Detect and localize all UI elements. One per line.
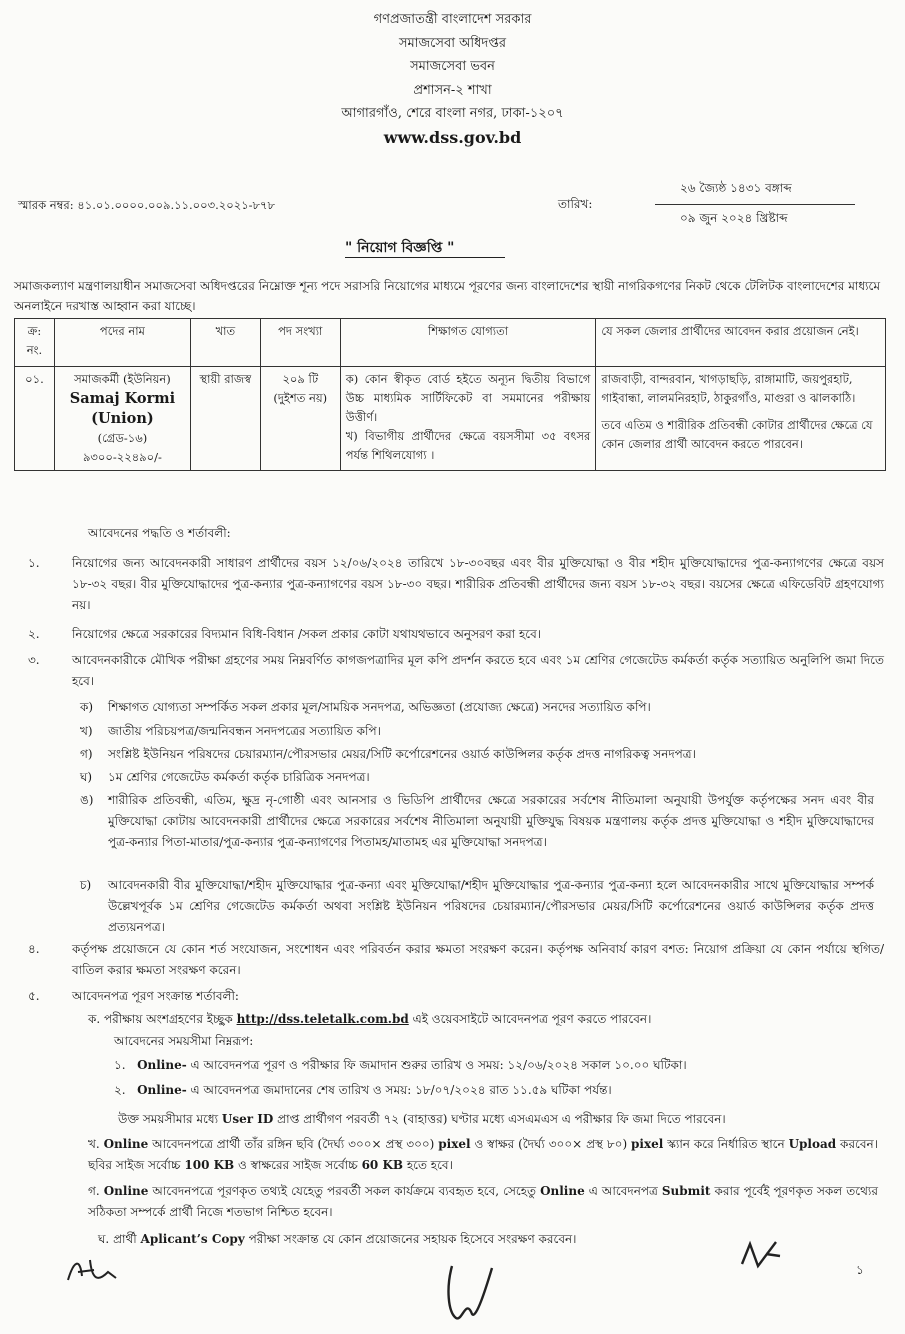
cell-category: স্থায়ী রাজস্ব <box>190 367 260 471</box>
date-label: তারিখ: <box>558 197 593 211</box>
pay-scale: ৯৩০০-২২৪৯০/- <box>82 450 162 464</box>
teletalk-link[interactable]: http://dss.teletalk.com.bd <box>236 1012 409 1026</box>
sub-text: Aplicant’s Copy <box>140 1232 245 1246</box>
header-excluded-districts: যে সকল জেলার প্রার্থীদের আবেদন করার প্রয়োজন নেই। <box>596 319 886 367</box>
sub-text: করবেন। ছবির সাইজ সর্বোচ্চ <box>88 1137 878 1172</box>
sub-text: User ID <box>221 1112 274 1126</box>
term-number: ১. <box>28 556 40 570</box>
cell-post-name <box>54 367 190 471</box>
department-name: সমাজসেবা অধিদপ্তর <box>398 35 507 51</box>
sub-marker: গ. <box>88 1184 100 1198</box>
district-list: রাজবাড়ী, বান্দরবান, খাগড়াছড়ি, রাঙ্গামাটি, জয়পুরহাট, গাইবান্ধা, লালমনিরহাট, ঠাকুরগাঁও, মাগুরা ও ঝালকাঠি। <box>601 372 856 405</box>
vacancy-table <box>14 318 886 471</box>
education-b: খ) বিভাগীয় প্রার্থীদের ক্ষেত্রে বয়সসীমা ৩৫ বৎসর পর্যন্ত শিথিলযোগ্য । <box>345 429 591 462</box>
term-number: ৫. <box>28 989 40 1003</box>
sub-text: ক. পরীক্ষায় অংশগ্রহণের ইচ্ছুক <box>88 1012 233 1026</box>
post-grade: (গ্রেড-১৬) <box>97 431 148 445</box>
date-gregorian: ০৯ জুন ২০২৪ খ্রিষ্টাব্দ <box>680 211 788 225</box>
sub-text: আবেদনকারী বীর মুক্তিযোদ্ধা/শহীদ মুক্তিযোদ্ধার পুত্র-কন্যা এবং মুক্তিযোদ্ধা/শহীদ মুক্তিযোদ্ধার পুত্র-কন্যার পুত্র-কন্যা হলে আবেদনকারীর সাথে মুক্তিযোদ্ধার সম্পর্ক উল্লেখপূর্বক ১ম শ্রেণির গেজেটেড কর্মকর্তা অথবা সংশ্লিষ্ট ইউনিয়ন পরিষদের চেয়ারম্যান/পৌরসভার মেয়র/সিটি কর্পোরেশনের ওয়ার্ড কাউন্সিলর কর্তৃক প্রদত্ত প্রত্যয়নপত্র। <box>108 878 874 934</box>
term-number: ২. <box>28 627 40 641</box>
memo-number <box>18 197 275 216</box>
term-5a <box>88 1009 878 1030</box>
schedule-title: আবেদনের সময়সীমা নিম্নরূপ: <box>114 1034 254 1048</box>
page-number: ১ <box>856 1263 864 1277</box>
date-bangla: ২৬ জ্যৈষ্ঠ ১৪৩১ বঙ্গাব্দ <box>680 181 792 195</box>
sub-marker: ক) <box>80 700 94 714</box>
sub-text: Submit <box>661 1184 711 1198</box>
term-5c <box>88 1181 878 1223</box>
term-text: আবেদনপত্র পূরণ সংক্রান্ত শর্তাবলী: <box>72 989 239 1003</box>
term-number: ৪. <box>28 942 40 956</box>
initials-signature-left <box>64 1250 124 1290</box>
header-serial: ক্র: নং. <box>15 319 55 367</box>
cell-districts <box>596 367 886 471</box>
cell-post-count: ২০৯ টি (দুইশত নয়) <box>260 367 340 471</box>
sub-text: আবেদনপত্রে প্রার্থী তাঁর রঙ্গিন ছবি (দৈর্ঘ্য ৩০০× প্রস্থ ৩০০) <box>152 1137 435 1151</box>
sub-marker: ঘ. <box>98 1232 110 1246</box>
education-a: ক) কোন স্বীকৃত বোর্ড হইতে অন্যূন দ্বিতীয় বিভাগে উচ্চ মাধ্যমিক সার্টিফিকেট বা সমমানের পরীক্ষায় উত্তীর্ণ। <box>345 372 591 424</box>
sub-text: এ আবেদনপত্র জমাদানের শেষ তারিখ ও সময়: ১৮/০৭/২০২৪ রাত ১১.৫৯ ঘটিকা পর্যন্ত। <box>190 1083 612 1097</box>
header-education: শিক্ষাগত যোগ্যতা <box>340 319 596 367</box>
sub-text: pixel <box>631 1137 664 1151</box>
sub-text: এই ওয়েবসাইটে আবেদনপত্র পূরণ করতে পারবেন। <box>412 1012 652 1026</box>
sub-text: এ আবেদনপত্র <box>588 1184 658 1198</box>
header-post-name: পদের নাম <box>54 319 190 367</box>
terms-title: আবেদনের পদ্ধতি ও শর্তাবলী: <box>88 526 231 540</box>
term-text: নিয়োগের ক্ষেত্রে সরকারের বিদ্যমান বিধি-বিধান /সকল প্রকার কোটা যথাযথভাবে অনুসরণ করা হবে। <box>72 627 542 641</box>
term-text: আবেদনকারীকে মৌখিক পরীক্ষা গ্রহণের সময় নিম্নবর্ণিত কাগজপত্রাদির মূল কপি প্রদর্শন করতে হবে এবং ১ম শ্রেণির গেজেটেড কর্মকর্তা কর্তৃক সত্যায়িত অনুলিপি জমা দিতে হবে। <box>72 653 884 688</box>
sub-text: Online <box>540 1184 585 1198</box>
cell-serial: ০১. <box>15 367 55 471</box>
post-name-bangla: সমাজকর্মী (ইউনিয়ন) <box>74 372 171 386</box>
sub-text: স্ক্যান করে নির্ধারিত স্থানে <box>667 1137 785 1151</box>
header-category: খাত <box>190 319 260 367</box>
sub-marker: খ) <box>80 724 93 738</box>
branch-name: প্রশাসন-২ শাখা <box>413 82 492 98</box>
notice-title: " নিয়োগ বিজ্ঞপ্তি " <box>345 240 455 256</box>
table-row <box>15 367 886 471</box>
sub-text: Upload <box>788 1137 837 1151</box>
cell-education <box>340 367 596 471</box>
sub-marker: ১. <box>114 1058 126 1072</box>
term-number: ৩. <box>28 653 40 667</box>
sub-text: Online- <box>137 1083 187 1097</box>
sub-text: Online <box>103 1137 149 1151</box>
sub-text: প্রাপ্ত প্রার্থীগণ পরবর্তী ৭২ (বাহাত্তর) ঘণ্টার মধ্যে এসএমএস এ পরীক্ষার ফি জমা দিতে পারবেন। <box>277 1112 726 1126</box>
sub-text: উক্ত সময়সীমার মধ্যে <box>118 1112 219 1126</box>
govt-name: গণপ্রজাতন্ত্রী বাংলাদেশ সরকার <box>373 12 532 27</box>
sub-text: 60 KB <box>361 1158 404 1172</box>
sub-text: পরীক্ষা সংক্রান্ত যে কোন প্রয়োজনের সহায়ক হিসেবে সংরক্ষণ করবেন। <box>248 1232 577 1246</box>
sub-text: হতে হবে। <box>406 1158 453 1172</box>
sub-text: ও স্বাক্ষর (দৈর্ঘ্য ৩০০× প্রস্থ ৮০) <box>474 1137 628 1151</box>
sub-marker: গ) <box>80 747 93 761</box>
date-divider <box>655 204 855 205</box>
sub-text: 100 KB <box>184 1158 235 1172</box>
table-header-row <box>15 319 886 367</box>
sub-text: ১ম শ্রেণির গেজেটেড কর্মকর্তা কর্তৃক চারিত্রিক সনদপত্র। <box>108 770 370 784</box>
memo-value: ৪১.০১.০০০০.০০৯.১১.০০৩.২০২১-৮৭৮ <box>77 198 275 212</box>
term-text: কর্তৃপক্ষ প্রয়োজনে যে কোন শর্ত সংযোজন, সংশোধন এবং পরিবর্তন করার ক্ষমতা সংরক্ষণ করেন। কর্তৃপক্ষ অনিবার্য কারণ বশত: নিয়োগ প্রক্রিয়া যে কোন পর্যায়ে স্থগিত/বাতিল করার ক্ষমতা সংরক্ষণ করেন। <box>72 942 884 977</box>
title-underline <box>345 257 505 258</box>
schedule-2 <box>114 1080 884 1101</box>
building-name: সমাজসেবা ভবন <box>410 59 495 74</box>
sub-text: আবেদনপত্রে পূরণকৃত তথ্যই যেহেতু পরবর্তী সকল কার্যক্রমে ব্যবহৃত হবে, সেহেতু <box>152 1184 537 1198</box>
website-link[interactable]: www.dss.gov.bd <box>383 127 522 147</box>
sub-text: করার পূর্বেই পূরণকৃত সকল তথ্যের সঠিকতা সম্পর্কে প্রার্থী নিজে শতভাগ নিশ্চিত হবেন। <box>88 1184 878 1219</box>
sub-text: শিক্ষাগত যোগ্যতা সম্পর্কিত সকল প্রকার মূল/সাময়িক সনদপত্র, অভিজ্ঞতা (প্রযোজ্য ক্ষেত্রে) সনদের সত্যায়িত কপি। <box>108 700 651 714</box>
schedule-note <box>118 1109 888 1130</box>
header-post-count: পদ সংখ্যা <box>260 319 340 367</box>
intro-paragraph: সমাজকল্যাণ মন্ত্রণালয়াধীন সমাজসেবা অধিদপ্তরের নিম্নোক্ত শূন্য পদে সরাসরি নিয়োগের মাধ্যমে পূরণের জন্য বাংলাদেশের স্থায়ী নাগরিকগণের নিকট থেকে টেলিটক বাংলাদেশের মাধ্যমে অনলাইনে দরখাস্ত আহ্বান করা যাচ্ছে। <box>14 279 881 313</box>
initials-signature-right <box>736 1236 786 1276</box>
sub-marker: ঙ) <box>80 793 94 807</box>
sub-marker: চ) <box>80 878 92 892</box>
memo-label: স্মারক নম্বর: <box>18 198 74 212</box>
sub-text: ও স্বাক্ষরের সাইজ সর্বোচ্চ <box>238 1158 358 1172</box>
district-note: তবে এতিম ও শারীরিক প্রতিবন্ধী কোটার প্রার্থীদের ক্ষেত্রে যে কোন জেলার প্রার্থী আবেদন করতে পারবেন। <box>601 418 873 451</box>
post-name-english: Samaj Kormi (Union) <box>69 390 176 427</box>
sub-text: pixel <box>438 1137 471 1151</box>
term-5b <box>88 1134 878 1176</box>
sub-marker: ঘ) <box>80 770 93 784</box>
schedule-1 <box>114 1055 884 1076</box>
sub-text: এ আবেদনপত্র পূরণ ও পরীক্ষার ফি জমাদান শুরুর তারিখ ও সময়: ১২/০৬/২০২৪ সকাল ১০.০০ ঘটিকা। <box>190 1058 687 1072</box>
sub-marker: ২. <box>114 1083 126 1097</box>
sub-text: শারীরিক প্রতিবন্ধী, এতিম, ক্ষুদ্র নৃ-গোষ্ঠী এবং আনসার ও ভিডিপি প্রার্থীদের ক্ষেত্রে সরকারের সর্বশেষ নীতিমালা অনুযায়ী উপর্যুক্ত কর্তৃপক্ষের সনদ এবং বীর মুক্তিযোদ্ধা কোটায় আবেদনকারী প্রার্থীদের ক্ষেত্রে সরকারের সর্বশেষ নীতিমালা অনুযায়ী মুক্তিযুদ্ধ বিষয়ক মন্ত্রণালয় কর্তৃক প্রদত্ত মুক্তিযোদ্ধা ও শহীদ মুক্তিযোদ্ধাদের পুত্র-কন্যার পিতা-মাতার/পুত্র-কন্যার পুত্র-কন্যাগণের পিতামহ/মাতামহ এর মুক্তিযোদ্ধা সনদপত্র। <box>108 793 874 849</box>
sub-text: প্রার্থী <box>113 1232 137 1246</box>
sub-text: Online- <box>137 1058 187 1072</box>
sub-text: জাতীয় পরিচয়পত্র/জন্মনিবন্ধন সনদপত্রের সত্যায়িত কপি। <box>108 724 381 738</box>
sub-text: Online <box>103 1184 149 1198</box>
sub-text: সংশ্লিষ্ট ইউনিয়ন পরিষদের চেয়ারম্যান/পৌরসভার মেয়র/সিটি কর্পোরেশনের ওয়ার্ড কাউন্সিলর কর্তৃক প্রদত্ত নাগরিকত্ব সনদপত্র। <box>108 747 696 761</box>
address: আগারগাঁও, শেরে বাংলা নগর, ঢাকা-১২০৭ <box>341 106 564 121</box>
sub-marker: খ. <box>88 1137 100 1151</box>
term-text: নিয়োগের জন্য আবেদনকারী সাধারণ প্রার্থীদের বয়স ১২/০৬/২০২৪ তারিখে ১৮-৩০বছর এবং বীর মুক্তিযোদ্ধা ও বীর শহীদ মুক্তিযোদ্ধাদের পুত্র-কন্যাগণের ক্ষেত্রে বয়স ১৮-৩২ বছর। বীর মুক্তিযোদ্ধাদের পুত্র-কন্যার পুত্র-কন্যাগণের বয়স ১৮-৩০ বছর। শারীরিক প্রতিবন্ধী প্রার্থীদের জন্য বয়স ১৮-৩২ বছর। বয়সের ক্ষেত্রে এফিডেবিট গ্রহণযোগ্য নয়। <box>72 556 884 612</box>
signature-center <box>442 1258 502 1324</box>
office-header <box>0 8 905 149</box>
